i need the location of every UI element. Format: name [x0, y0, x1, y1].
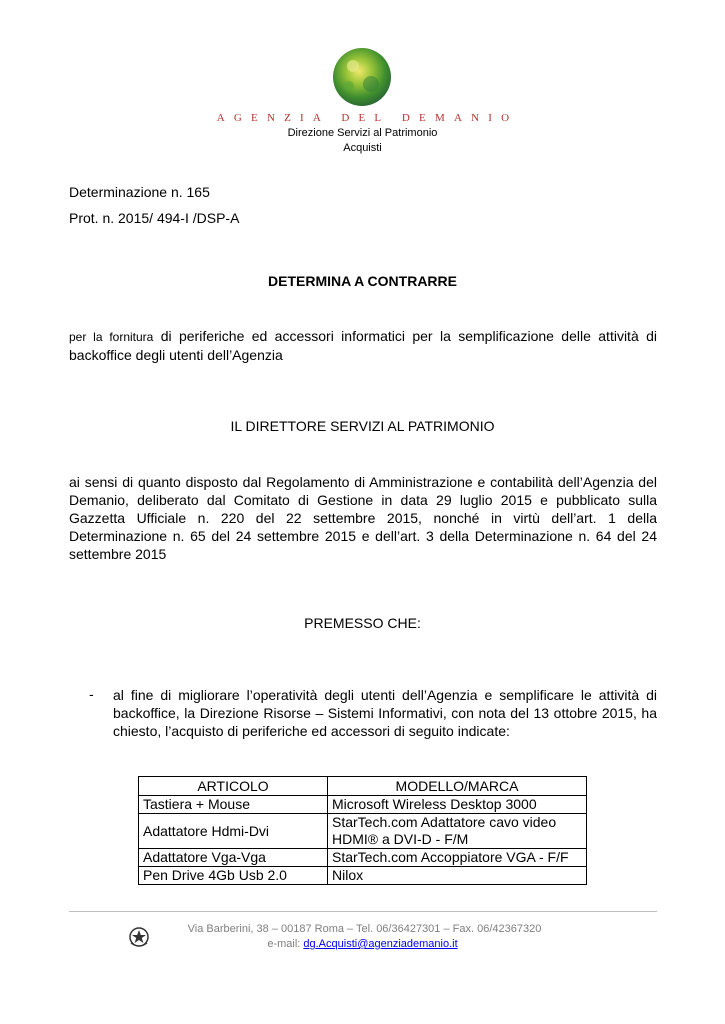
subject-rest: di periferiche ed accessori informatici per la semplificazione delle attività di backoffice degli utenti dell’Agenzia	[69, 328, 657, 363]
legal-basis-paragraph: ai sensi di quanto disposto dal Regolamento di Amministrazione e contabilità dell’Agenzia del Demanio, deliberato dal Comitato di Gestione in data 29 luglio 2015 e pubblicato sulla Gazzetta Ufficiale n. 220 del 22 settembre 2015, nonché in virtù dell’art. 1 della Determinazione n. 65 del 24 settembre 2015 e dell’art. 3 della Determinazione n. 64 del 24 settembre 2015	[69, 474, 657, 562]
office-name: Acquisti	[343, 142, 382, 154]
header-modello: MODELLO/MARCA	[328, 777, 587, 796]
table-cell: Tastiera + Mouse	[139, 796, 328, 814]
determination-number: Determinazione n. 165	[69, 184, 210, 200]
table-cell: Microsoft Wireless Desktop 3000	[328, 796, 587, 814]
bullet-text: al fine di migliorare l’operatività degli utenti dell’Agenzia e semplificare le attività di backoffice, la Direzione Risorse – Sistemi Informativi, con nota del 13 ottobre 2015, ha chiesto, l’acquisto di periferiche ed accessori di seguito indicate:	[113, 687, 657, 739]
protocol-number: Prot. n. 2015/ 494-I /DSP-A	[69, 210, 240, 226]
subject-paragraph	[69, 327, 657, 364]
footer-email-line	[0, 938, 725, 950]
table-cell: StarTech.com Accoppiatore VGA - F/F	[328, 849, 587, 867]
table-header-row	[139, 777, 587, 796]
footer-divider	[69, 911, 657, 912]
subject-lead: per la fornitura	[69, 330, 154, 344]
authority-heading: IL DIRETTORE SERVIZI AL PATRIMONIO	[230, 418, 495, 434]
table-row	[139, 867, 587, 885]
table-cell: Pen Drive 4Gb Usb 2.0	[139, 867, 328, 885]
document-title: DETERMINA A CONTRARRE	[268, 273, 457, 289]
table-cell: StarTech.com Adattatore cavo video HDMI® a DVI-D - F/M	[328, 814, 587, 849]
table-cell: Adattatore Vga-Vga	[139, 849, 328, 867]
email-label: e-mail:	[267, 938, 304, 950]
premise-heading: PREMESSO CHE:	[304, 615, 421, 631]
department-name: Direzione Servizi al Patrimonio	[287, 127, 438, 139]
table-row	[139, 796, 587, 814]
table-row	[139, 849, 587, 867]
items-table	[138, 776, 587, 885]
email-link[interactable]: dg.Acquisti@agenziademanio.it	[303, 938, 458, 950]
bullet-marker: -	[89, 686, 94, 702]
table-cell: Adattatore Hdmi-Dvi	[139, 814, 328, 849]
table-row	[139, 814, 587, 849]
header-articolo: ARTICOLO	[139, 777, 328, 796]
table-cell: Nilox	[328, 867, 587, 885]
agency-name: AGENZIA DEL DEMANIO	[216, 112, 519, 124]
agency-logo-icon	[331, 46, 393, 108]
footer-address: Via Barberini, 38 – 00187 Roma – Tel. 06/36427301 – Fax. 06/42367320	[187, 923, 542, 935]
